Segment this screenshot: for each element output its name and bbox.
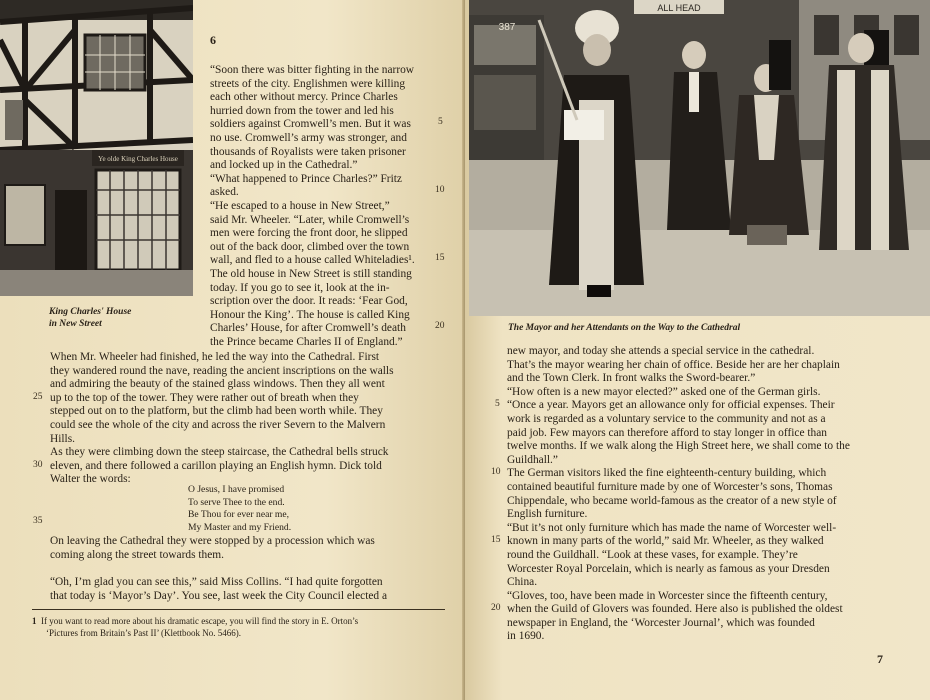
line-number: 15 xyxy=(491,535,501,545)
text-line: When Mr. Wheeler had finished, he led the way into the Cathedral. First xyxy=(50,351,380,363)
text-line: “Oh, I’m glad you can see this,” said Miss Collins. “I had quite forgotten xyxy=(50,576,383,588)
text-line: could see the whole of the city and across the river Severn to the Malvern xyxy=(50,418,386,431)
house-photo-caption xyxy=(49,306,131,330)
text-line: streets of the city. Englishmen were killing xyxy=(210,77,406,90)
line-number: 5 xyxy=(438,117,443,127)
line-number: 15 xyxy=(435,253,445,263)
text-line: “But it’s not only furniture which has made the name of Worcester well- xyxy=(507,521,837,534)
mayor-procession-photo xyxy=(469,0,930,316)
poem-line: My Master and my Friend. xyxy=(188,521,292,533)
street-sign: ALL HEAD xyxy=(657,3,701,13)
procession-photo-caption: The Mayor and her Attendants on the Way to the Cathedral xyxy=(508,323,741,333)
text-line: that today is ‘Mayor’s Day’. You see, last week the City Council elected a xyxy=(50,589,388,602)
text-line: round the Guildhall. “Look at these vases, for example. They’re xyxy=(507,548,798,561)
text-line: the Prince became Charles II of England.” xyxy=(210,335,403,348)
text-line: “He escaped to a house in New Street,” xyxy=(210,199,390,212)
text-line: newspaper in England, the ‘Worcester Journal’, which was founded xyxy=(507,616,815,629)
text-line: Walter the words: xyxy=(50,473,131,486)
line-number: 35 xyxy=(33,516,43,526)
text-line: up to the top of the tower. They were rather out of breath when they xyxy=(50,391,359,404)
body-text xyxy=(50,351,445,487)
bus-number: 387 xyxy=(498,22,516,33)
text-line: “Soon there was bitter fighting in the narrow xyxy=(210,64,415,76)
text-line: As they were climbing down the steep staircase, the Cathedral bells struck xyxy=(50,446,389,459)
text-line: On leaving the Cathedral they were stopped by a procession which was xyxy=(50,535,375,547)
text-line: men were forcing the front door, he slipped xyxy=(210,227,408,240)
line-number: 20 xyxy=(491,603,501,613)
text-line: asked. xyxy=(210,186,239,199)
text-line: Hills. xyxy=(50,432,76,445)
text-line: Chippendale, who became world-famous as the creator of a new style of xyxy=(507,494,837,507)
text-line: paid job. Few mayors can therefore afford to stay longer in office than xyxy=(507,426,827,439)
text-line: Worcester Royal Porcelain, which is nearly as famous as your Dresden xyxy=(507,562,830,575)
footnote-text: If you want to read more about his dramatic escape, you will find the story in E. Orton’s xyxy=(41,616,359,626)
text-line: contained beautiful furniture made by one of Worcester’s sons, Thomas xyxy=(507,480,833,493)
house-photo-illustration xyxy=(0,0,193,296)
line-number: 25 xyxy=(33,392,43,402)
footnote xyxy=(32,616,452,639)
body-text-last xyxy=(50,576,445,603)
text-line: known in many parts of the world,” said Mr. Wheeler, as they walked xyxy=(507,535,824,548)
text-line: soldiers against Cromwell’s men. But it was xyxy=(210,118,411,131)
text-line: said Mr. Wheeler. “Later, while Cromwell’s xyxy=(210,213,410,226)
text-line: eleven, and there followed a carillon playing an English hymn. Dick told xyxy=(50,459,382,472)
text-line: thousands of Royalists were taken prisoner xyxy=(210,145,406,158)
poem-line: Be Thou for ever near me, xyxy=(188,509,290,521)
text-line: out of the back door, climbed over the town xyxy=(210,240,410,253)
text-line: English furniture. xyxy=(507,508,588,521)
text-line: wall, and fled to a house called Whiteladies¹. xyxy=(210,254,415,267)
text-line: when the Guild of Glovers was founded. Here also is published the oldest xyxy=(507,603,843,616)
text-line: twelve months. If we walk along the High Street here, we shall come to the xyxy=(507,440,850,453)
poem-line: To serve Thee to the end. xyxy=(188,496,285,508)
page-number: 6 xyxy=(210,33,216,47)
hymn-verse xyxy=(188,484,291,534)
right-page xyxy=(465,0,930,700)
text-line: That’s the mayor wearing her chain of office. Beside her are her chaplain xyxy=(507,358,840,371)
text-line: Honour the King’. The house is called King xyxy=(210,308,410,321)
text-line: “How often is a new mayor elected?” asked one of the German girls. xyxy=(507,385,821,398)
text-line: coming along the street towards them. xyxy=(50,548,224,561)
poem-line: O Jesus, I have promised xyxy=(188,484,285,495)
house-sign-text: Ye olde King Charles House xyxy=(98,155,178,163)
text-line: stepped out on to the platform, but the climb had been worth while. They xyxy=(50,405,383,418)
text-line: Guildhall.” xyxy=(507,453,558,466)
footnote-marker: 1 xyxy=(32,616,37,626)
line-number: 20 xyxy=(435,321,445,331)
column-text xyxy=(210,64,429,349)
text-line: scription over the door. It reads: ‘Fear God, xyxy=(210,295,408,308)
text-line: “What happened to Prince Charles?” Fritz xyxy=(210,172,402,185)
text-line: The old house in New Street is still standing xyxy=(210,267,412,280)
text-line: and locked up in the Cathedral.” xyxy=(210,159,358,172)
text-line: and admiring the beauty of the stained glass windows. Then they all went xyxy=(50,378,385,391)
page-number: 7 xyxy=(877,652,883,666)
text-line: today. If you go to see it, look at the in- xyxy=(210,281,390,294)
text-line: work is regarded as a voluntary service to the community and not as a xyxy=(507,412,826,425)
line-number: 10 xyxy=(491,467,501,477)
footnote-rule xyxy=(32,609,445,610)
line-number: 5 xyxy=(495,399,500,409)
line-number: 30 xyxy=(33,460,43,470)
text-line: in 1690. xyxy=(507,630,545,643)
line-number: 10 xyxy=(435,185,445,195)
text-line: no use. Cromwell’s army was stronger, and xyxy=(210,131,407,144)
text-line: new mayor, and today she attends a special service in the cathedral. xyxy=(507,345,815,357)
text-line: and the Town Clerk. In front walks the Sword-bearer.” xyxy=(507,372,756,385)
footnote-line-1 xyxy=(32,616,452,628)
caption-line: King Charles' House xyxy=(49,307,132,317)
right-body-text xyxy=(507,345,904,644)
caption-line: in New Street xyxy=(49,319,102,329)
text-line: hurried down from the tower and led his xyxy=(210,104,394,117)
text-line: “Once a year. Mayors get an allowance only for official expenses. Their xyxy=(507,399,835,412)
body-text-after-poem xyxy=(50,535,445,562)
procession-photo-illustration xyxy=(469,0,930,316)
footnote-line-2: ‘Pictures from Britain’s Past II’ (Klettbook No. 5466). xyxy=(46,627,242,638)
text-line: The German visitors liked the fine eighteenth-century building, which xyxy=(507,467,827,480)
king-charles-house-photo xyxy=(0,0,193,296)
text-line: “Gloves, too, have been made in Worcester since the fifteenth century, xyxy=(507,589,828,602)
text-line: Charles’ House, for after Cromwell’s death xyxy=(210,322,406,335)
text-line: they wandered round the nave, reading the ancient inscriptions on the walls xyxy=(50,364,394,377)
text-line: China. xyxy=(507,576,538,589)
text-line: each other without mercy. Prince Charles xyxy=(210,91,398,104)
